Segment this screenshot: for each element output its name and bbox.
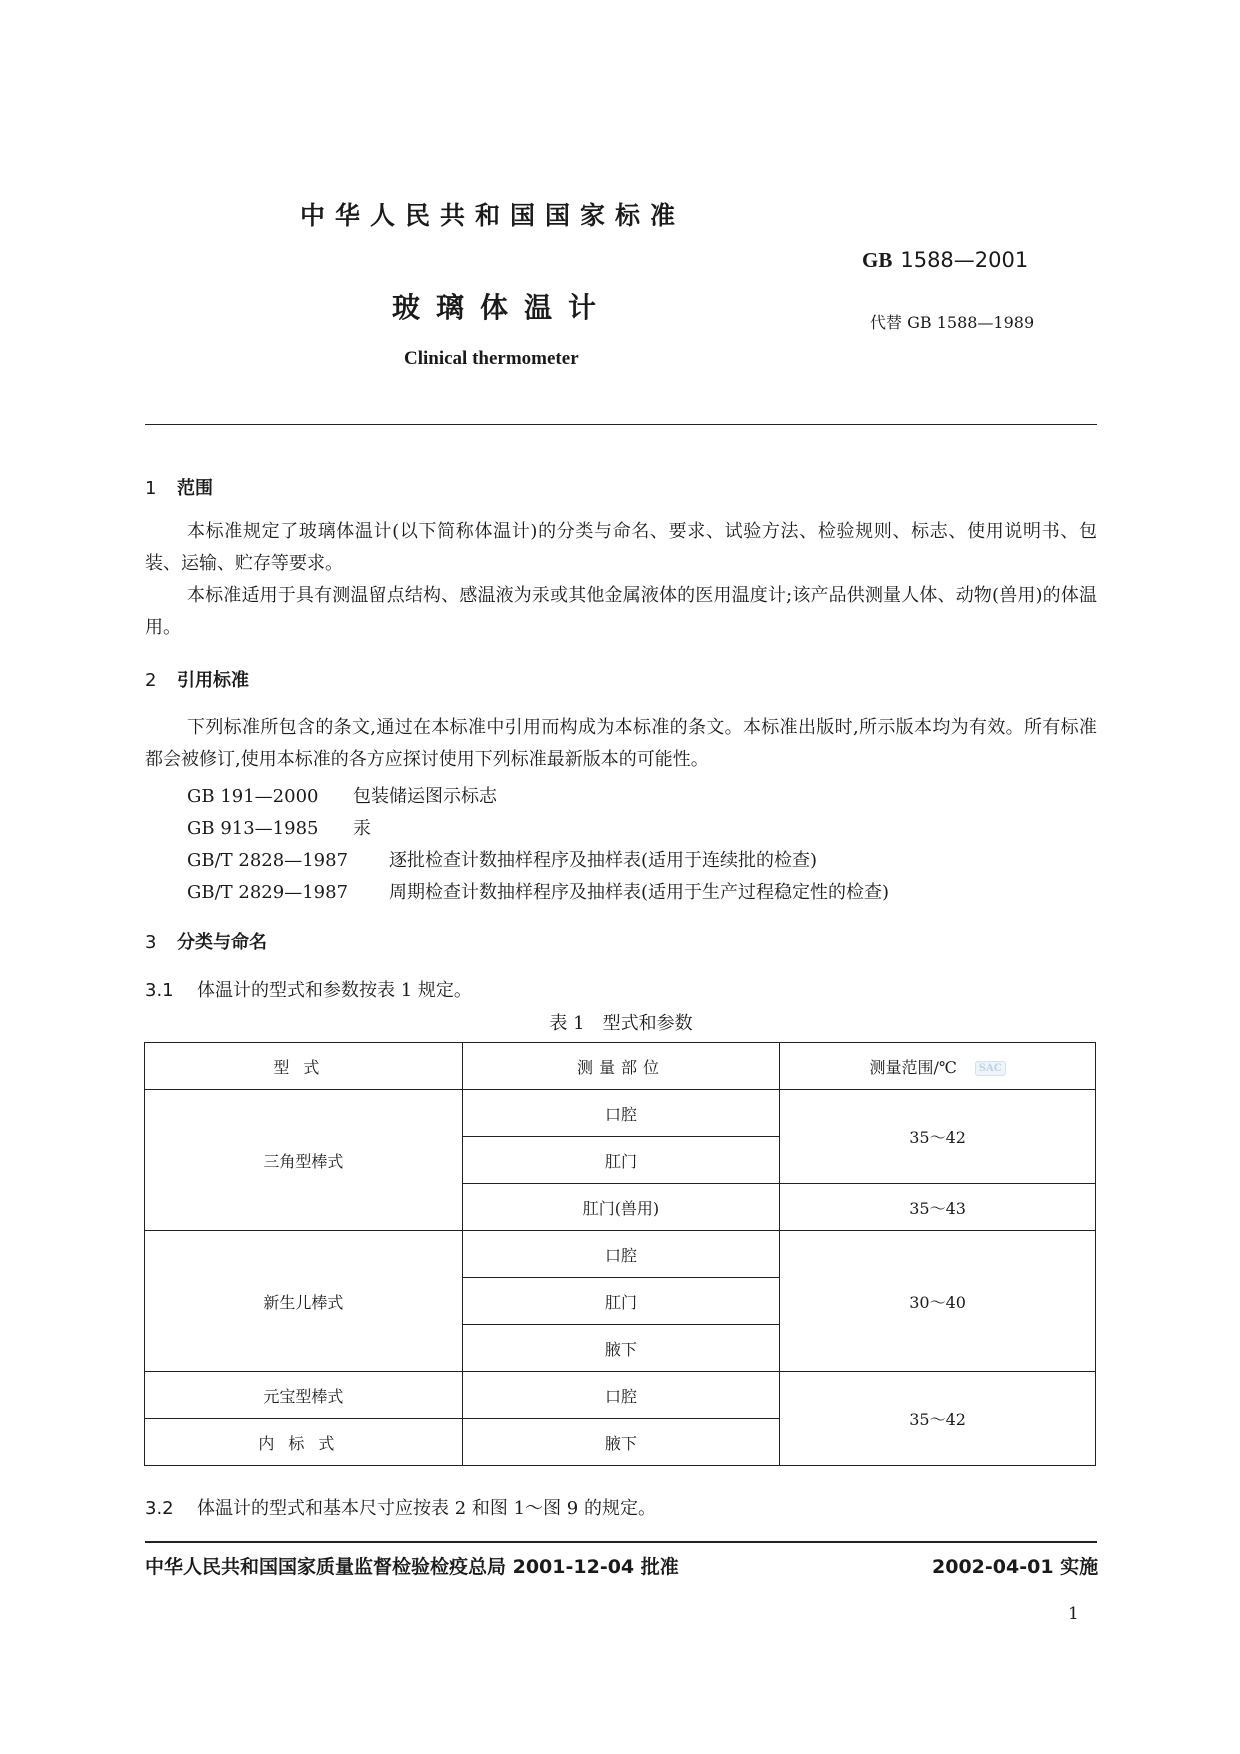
sac-watermark: SAC	[975, 1061, 1006, 1076]
header-type: 型式	[145, 1043, 463, 1090]
header-range: 测量范围/℃ SAC	[780, 1043, 1096, 1090]
site-cell: 口腔	[462, 1090, 780, 1137]
section-1-paragraph-1: 本标准规定了玻璃体温计(以下简称体温计)的分类与命名、要求、试验方法、检验规则、标志、使用说明书、包装、运输、贮存等要求。	[145, 521, 1097, 574]
table-row	[145, 1090, 1096, 1137]
clause-3-2-number: 3.2	[145, 1498, 174, 1519]
reference-item	[187, 846, 817, 872]
site-cell: 肛门(兽用)	[462, 1184, 780, 1231]
range-cell: 35～42	[780, 1090, 1096, 1184]
standard-prefix: GB	[862, 248, 893, 272]
standard-number	[862, 248, 1028, 273]
range-cell: 35～43	[780, 1184, 1096, 1231]
section-3-heading	[145, 928, 267, 954]
standard-number-value: 1588—2001	[900, 248, 1029, 272]
section-3-number: 3	[145, 932, 157, 953]
replaces-note: 代替 GB 1588—1989	[870, 313, 1035, 332]
section-1-paragraph-2: 本标准适用于具有测温留点结构、感温液为汞或其他金属液体的医用温度计;该产品供测量人体、动物(兽用)的体温用。	[145, 585, 1097, 638]
type-cell: 新生儿棒式	[145, 1231, 463, 1372]
table-row	[145, 1372, 1096, 1419]
table-header-row	[145, 1043, 1096, 1090]
range-cell: 35～42	[780, 1372, 1096, 1466]
reference-name: 汞	[353, 818, 371, 839]
org-title: 中华人民共和国国家标准	[300, 201, 686, 230]
section-3-title: 分类与命名	[177, 932, 267, 953]
type-cell: 三角型棒式	[145, 1090, 463, 1231]
table-1	[144, 1042, 1096, 1466]
reference-code: GB 191—2000	[187, 786, 319, 807]
type-cell: 内标式	[145, 1419, 463, 1466]
site-cell: 口腔	[462, 1231, 780, 1278]
table-1-caption: 表 1 型式和参数	[549, 1013, 693, 1034]
site-cell: 肛门	[462, 1137, 780, 1184]
header-site: 测量部位	[462, 1043, 780, 1090]
type-cell: 元宝型棒式	[145, 1372, 463, 1419]
reference-name: 周期检查计数抽样程序及抽样表(适用于生产过程稳定性的检查)	[389, 882, 890, 903]
site-cell: 腋下	[462, 1325, 780, 1372]
section-2-paragraph: 下列标准所包含的条文,通过在本标准中引用而构成为本标准的条文。本标准出版时,所示版本均为有效。所有标准都会被修订,使用本标准的各方应探讨使用下列标准最新版本的可能性。	[145, 717, 1097, 770]
clause-3-1	[145, 976, 472, 1002]
clause-3-1-number: 3.1	[145, 980, 174, 1001]
section-1-heading	[145, 474, 213, 500]
section-2-title: 引用标准	[177, 670, 249, 691]
title-chinese: 玻璃体温计	[392, 291, 613, 324]
site-cell: 口腔	[462, 1372, 780, 1419]
reference-name: 逐批检查计数抽样程序及抽样表(适用于连续批的检查)	[389, 850, 818, 871]
issuer-approval: 中华人民共和国国家质量监督检验检疫总局 2001-12-04 批准	[145, 1556, 679, 1578]
clause-3-2-text: 体温计的型式和基本尺寸应按表 2 和图 1～图 9 的规定。	[197, 1498, 656, 1519]
site-cell: 肛门	[462, 1278, 780, 1325]
reference-code: GB/T 2828—1987	[187, 850, 349, 871]
table-row	[145, 1231, 1096, 1278]
reference-item	[187, 814, 371, 840]
footer-rule	[145, 1541, 1097, 1543]
reference-name: 包装储运图示标志	[353, 786, 497, 807]
reference-code: GB/T 2829—1987	[187, 882, 349, 903]
header-rule	[145, 424, 1097, 425]
effective-date: 2002-04-01 实施	[932, 1556, 1099, 1578]
section-2-heading	[145, 666, 249, 692]
clause-3-2	[145, 1494, 656, 1520]
reference-item	[187, 782, 497, 808]
title-english: Clinical thermometer	[404, 348, 579, 369]
reference-item	[187, 878, 889, 904]
page-number: 1	[1068, 1604, 1079, 1624]
reference-code: GB 913—1985	[187, 818, 319, 839]
section-2-number: 2	[145, 670, 157, 691]
section-1-title: 范围	[177, 478, 213, 499]
range-cell: 30～40	[780, 1231, 1096, 1372]
clause-3-1-text: 体温计的型式和参数按表 1 规定。	[197, 980, 472, 1001]
site-cell: 腋下	[462, 1419, 780, 1466]
section-1-number: 1	[145, 478, 157, 499]
